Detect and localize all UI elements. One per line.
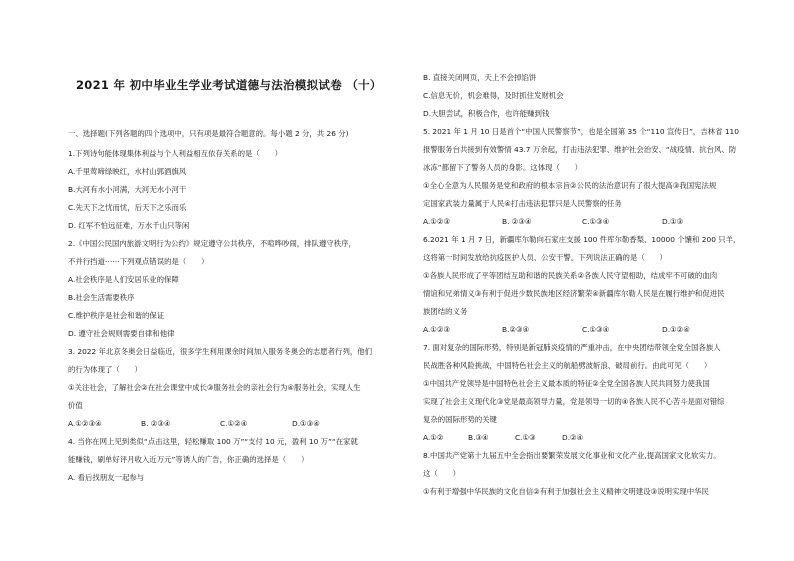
q2-option-b: B.社会生活需要秩序 [68,293,135,302]
q2-option-a: A.社会秩序是人们安居乐业的保障 [68,275,179,284]
q6-statements-line2: 情谊和兄弟情义③有利于促进少数民族地区经济繁荣④新疆库尔勒人民是在履行维护和促进民 [423,289,725,298]
q4-option-c: C.信息无价，机会难得，及时抓住发财机会 [423,91,564,100]
q7-statements-line2: 实现了社会主义现代化③党是最高领导力量，党是领导一切的④各族人民不心苦斗是面对错综 [423,397,725,406]
q4-option-d: D.大胆尝试，积极合作，也许能赚到钱 [423,109,550,118]
q1-option-a: A.千里莺啼绿映红，水村山郭酒旗风 [68,167,187,176]
q2-stem-line1: 2.《中国公民国内旅游文明行为公约》规定遵守公共秩序，不喧哗吵闹，排队遵守秩序， [68,239,356,248]
q8-stem-line2: 这（ ） [423,469,460,478]
q4-stem-line1: 4. 当你在网上见到类似“点击这里，轻松赚取 100 万”“支付 10 元，盈利 10 万”“在家就 [68,437,358,446]
q5-stem-line3: 冰冻”都留下了警务人员的身影。这体现（ ） [423,163,583,172]
q5-stem-line1: 5. 2021 年 1 月 10 日是首个“中国人民警察节”，也是全国第 35 个“110 宣传日”，吉林省 110 [423,127,739,136]
q2-option-d: D. 遵守社会规则需要自律和他律 [68,329,175,338]
q7-stem-line2: 民战胜各种风险挑战，中国特色社会主义的航船劈波斩浪、破局前行。由此可见（ ） [423,361,712,370]
q7-statements-line3: 复杂的国际形势的关键 [423,415,497,424]
q4-option-b: B. 直接关闭网页，天上不会掉馅饼 [423,73,537,82]
q3-option-d: D.①③④ [292,419,320,428]
q3-option-c: C.①②④ [220,419,248,428]
q5-option-c: C.①③④ [582,217,610,226]
q3-statements-line2: 价值 [68,401,83,410]
exam-title: 2021 年 初中毕业生学业考试道德与法治模拟试卷 （十） [76,78,382,92]
q6-option-c: C.①③④ [582,325,610,334]
q3-stem-line1: 3. 2022 年北京冬奥会日益临近，很多学生利用课余时间加入服务冬奥会的志愿者行列，他们 [68,347,373,356]
q7-statements-line1: ①中国共产党领导是中国特色社会主义最本质的特征②全党全国各族人民共同努力使我国 [423,379,710,388]
q8-stem-line1: 8.中国共产党第十九届五中全会指出要繁荣发展文化事业和文化产业,提高国家文化软实力。 [423,451,721,460]
q1-option-b: B.大河有水小河满，大河无水小河干 [68,185,187,194]
q6-stem-line1: 6.2021 年 1 月 7 日，新疆库尔勒向石家庄支援 100 件库尔勒香梨、10000 个馕和 200 只羊， [423,235,741,244]
q5-stem-line2: 报警服务台共接到有效警情 43.7 万余起，打击违法犯罪、维护社会治安、“战疫情、抗台风、防 [423,145,737,154]
q4-stem-line2: 能赚钱，刷单好评月收入近万元”等诱人的广告，你正确的选择是（ ） [68,455,309,464]
q5-option-d: D.①③ [662,217,684,226]
q1-stem: 1.下列诗句能体现集体利益与个人利益相互依存关系的是（ ） [68,149,282,158]
q2-option-c: C.维护秩序是社会和谐的保证 [68,311,165,320]
q7-option-a: A.①② [423,433,444,442]
q7-stem-line1: 7. 面对复杂的国际形势，特别是新冠肺炎疫情的严重冲击，在中央团结带领全党全国各族人 [423,343,721,352]
q5-option-a: A.①②③ [423,217,451,226]
q6-statements-line3: 族团结的义务 [423,307,468,316]
q6-option-b: B.②③④ [502,325,530,334]
q1-option-d: D. 红军不怕远征难，万水千山只等闲 [68,221,190,230]
q6-option-d: D.①②④ [662,325,690,334]
q7-option-d: D.②④ [562,433,584,442]
q5-statements-line1: ①全心全意为人民服务是党和政府的根本宗旨②公民的法治意识有了很大提高③我国宪法规 [423,181,717,190]
q3-stem-line2: 的行为体现了（ ） [68,365,142,374]
q7-option-b: B.③④ [468,433,489,442]
q8-statements-line1: ①有利于增强中华民族的文化自信②有利于加强社会主义精神文明建设③说明实现中华民 [423,487,709,496]
q2-stem-line2: 不并行挡道⋯⋯下列观点错误的是（ ） [68,257,209,266]
q5-statements-line2: 定国家武装力量属于人民④打击违法犯罪只是人民警察的任务 [423,199,622,208]
q4-option-a: A. 看后找朋友一起参与 [68,473,145,482]
q6-option-a: A.①②③ [423,325,451,334]
q3-option-b: B. ②③④ [141,419,171,428]
q5-option-b: B. ②③④ [502,217,532,226]
q3-statements-line1: ①关注社会，了解社会②在社会课堂中成长③服务社会的亲社会行为④服务社会，实现人生 [68,383,361,392]
q7-option-c: C.①③ [515,433,536,442]
q1-option-c: C.先天下之忧而忧，后天下之乐而乐 [68,203,187,212]
q6-statements-line1: ①各族人民形成了平等团结互助和谐的民族关系②各族人民守望相助，结成牢不可破的血肉 [423,271,718,280]
q3-option-a: A.①②③④ [68,419,102,428]
section-heading: 一、选择题(下列各题的四个选项中，只有项是最符合题意的。每小题 2 分，共 26 分) [68,129,349,138]
q6-stem-line2: 这将第一时间发放给抗疫医护人员、公安干警。下列说法正确的是（ ） [423,253,667,262]
